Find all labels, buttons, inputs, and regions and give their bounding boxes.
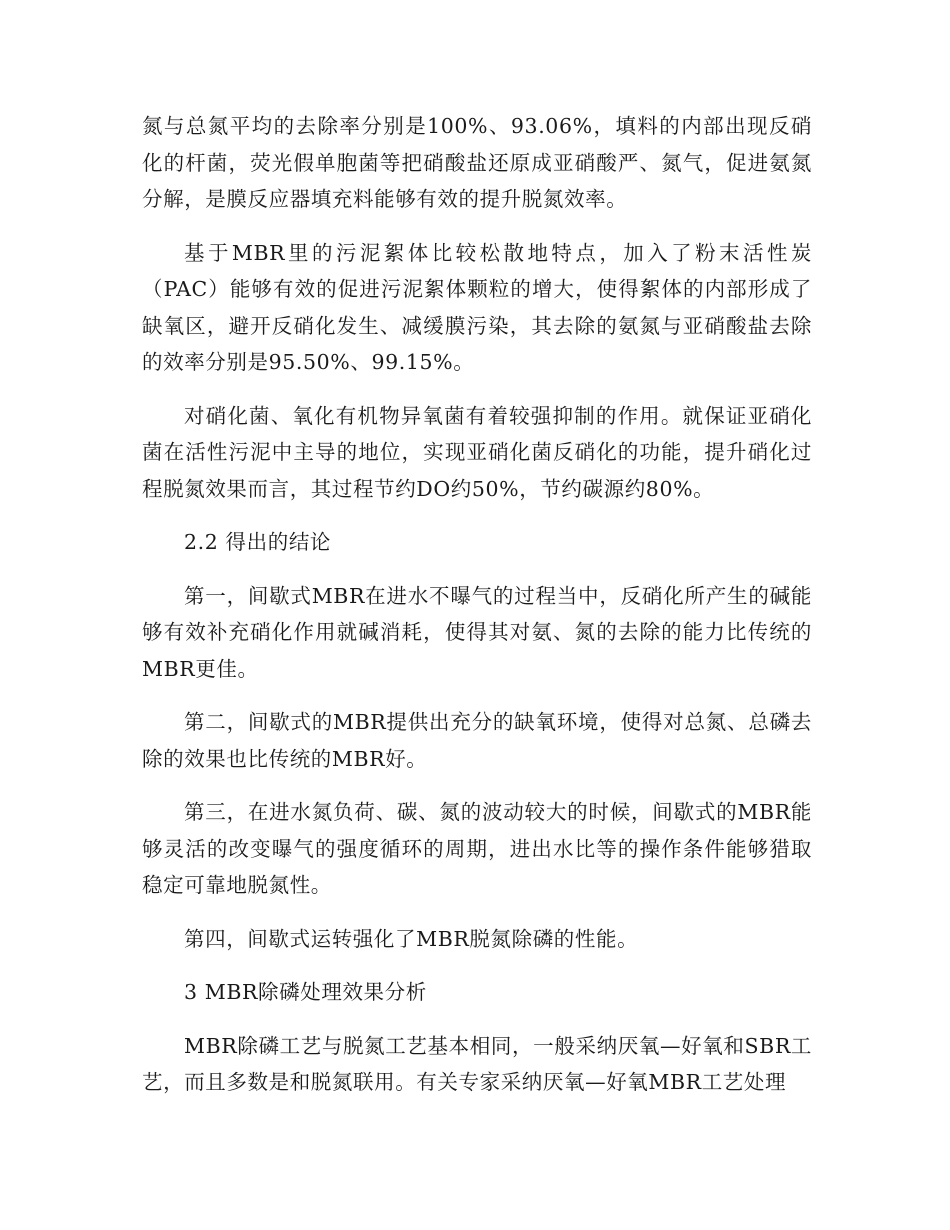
section-heading-3: 3 MBR除磷处理效果分析 <box>184 980 427 1004</box>
paragraph-pac-flocs: 基于MBR里的污泥絮体比较松散地特点，加入了粉末活性炭（PAC）能够有效的促进污泥絮体颗粒的增大，使得絮体的内部形成了缺氧区，避开反硝化发生、减缓膜污染，其去除的氨氮与亚硝酸盐去除的效率分别是95.50%、99.15%。 <box>142 240 812 374</box>
conclusion-fourth: 第四，间歇式运转强化了MBR脱氮除磷的性能。 <box>184 926 639 951</box>
section-heading-2-2: 2.2 得出的结论 <box>184 530 332 554</box>
paragraph-nitrifier-inhibition: 对硝化菌、氧化有机物异氧菌有着较强抑制的作用。就保证亚硝化菌在活性污泥中主导的地位，实现亚硝化菌反硝化的功能，提升硝化过程脱氮效果而言，其过程节约DO约50%，节约碳源约80%。 <box>142 403 812 501</box>
document-body <box>142 108 812 1118</box>
conclusion-second: 第二，间歇式的MBR提供出充分的缺氧环境，使得对总氮、总磷去除的效果也比传统的MBR好。 <box>142 710 812 771</box>
conclusion-third: 第三，在进水氮负荷、碳、氮的波动较大的时候，间歇式的MBR能够灵活的改变曝气的强度循环的周期，进出水比等的操作条件能够猎取稳定可靠地脱氮性。 <box>142 800 812 897</box>
paragraph-denitrification-filler: 氮与总氮平均的去除率分别是100%、93.06%，填料的内部出现反硝化的杆菌，荧光假单胞菌等把硝酸盐还原成亚硝酸严、氮气，促进氨氮分解，是膜反应器填充料能够有效的提升脱氮效率。 <box>142 114 812 211</box>
conclusion-first: 第一，间歇式MBR在进水不曝气的过程当中，反硝化所产生的碱能够有效补充硝化作用就碱消耗，使得其对氨、氮的去除的能力比传统的MBR更佳。 <box>142 583 812 681</box>
paragraph-phosphorus-removal: MBR除磷工艺与脱氮工艺基本相同，一般采纳厌氧—好氧和SBR工艺，而且多数是和脱氮联用。有关专家采纳厌氧—好氧MBR工艺处理 <box>142 1033 812 1094</box>
